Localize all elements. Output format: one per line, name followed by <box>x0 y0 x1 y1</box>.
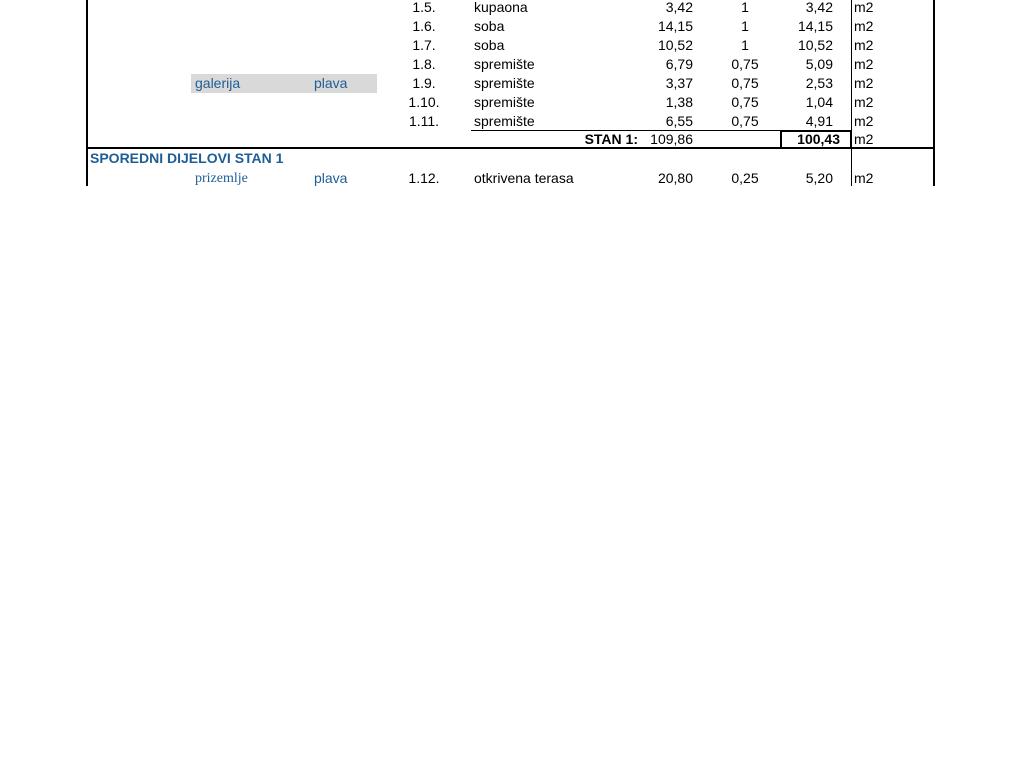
room-name: spremište <box>474 94 535 110</box>
room-name: otkrivena terasa <box>474 170 574 186</box>
total-label: STAN 1: <box>584 131 638 147</box>
room-unit: m2 <box>854 0 874 15</box>
room-coefficient: 1 <box>741 18 749 34</box>
room-number: 1.10. <box>408 94 440 110</box>
room-number: 1.5. <box>412 0 436 15</box>
room-number: 1.8. <box>412 56 436 72</box>
room-name: spremište <box>474 56 535 72</box>
table-row <box>88 55 933 74</box>
room-area: 3,42 <box>665 0 693 15</box>
color-code: plava <box>314 170 348 186</box>
room-result: 14,15 <box>797 18 833 34</box>
room-coefficient: 1 <box>741 0 749 15</box>
room-result: 10,52 <box>797 37 833 53</box>
color-code: plava <box>314 75 348 91</box>
room-unit: m2 <box>854 75 874 91</box>
table-row <box>88 36 933 55</box>
room-area: 20,80 <box>657 170 693 186</box>
total-unit: m2 <box>854 131 874 147</box>
room-result: 4,91 <box>805 113 833 129</box>
table-row <box>88 0 933 17</box>
room-unit: m2 <box>854 37 874 53</box>
table-row <box>88 74 933 93</box>
room-unit: m2 <box>854 94 874 110</box>
table-row <box>88 93 933 112</box>
total-result: 100,43 <box>797 131 840 147</box>
room-name: soba <box>474 37 505 53</box>
room-area: 6,55 <box>665 113 693 129</box>
room-number: 1.9. <box>412 75 436 91</box>
room-coefficient: 0,75 <box>731 75 759 91</box>
room-unit: m2 <box>854 170 874 186</box>
room-name: kupaona <box>474 0 528 15</box>
table-row <box>88 17 933 36</box>
room-name: spremište <box>474 113 535 129</box>
room-result: 2,53 <box>805 75 833 91</box>
room-result: 5,20 <box>805 170 833 186</box>
room-result: 1,04 <box>805 94 833 110</box>
room-area: 10,52 <box>657 37 693 53</box>
room-result: 3,42 <box>805 0 833 15</box>
room-coefficient: 0,75 <box>731 113 759 129</box>
table-row <box>88 112 933 131</box>
floor-level: galerija <box>195 75 241 91</box>
room-area: 3,37 <box>665 75 693 91</box>
room-name: soba <box>474 18 505 34</box>
room-unit: m2 <box>854 18 874 34</box>
total-area: 109,86 <box>650 131 693 147</box>
room-area: 6,79 <box>665 56 693 72</box>
room-result: 5,09 <box>805 56 833 72</box>
room-name: spremište <box>474 75 535 91</box>
room-coefficient: 0,75 <box>731 94 759 110</box>
section-header <box>88 149 933 168</box>
section-title: SPOREDNI DIJELOVI STAN 1 <box>90 150 284 166</box>
table-row <box>88 169 933 188</box>
floor-level: prizemlje <box>195 171 248 186</box>
room-coefficient: 0,75 <box>731 56 759 72</box>
area-table <box>86 0 935 186</box>
room-area: 14,15 <box>657 18 693 34</box>
room-number: 1.6. <box>412 18 436 34</box>
room-number: 1.12. <box>408 170 440 186</box>
room-area: 1,38 <box>665 94 693 110</box>
room-coefficient: 0,25 <box>731 170 759 186</box>
room-number: 1.7. <box>412 37 436 53</box>
room-unit: m2 <box>854 56 874 72</box>
room-unit: m2 <box>854 113 874 129</box>
room-number: 1.11. <box>408 113 440 129</box>
room-coefficient: 1 <box>741 37 749 53</box>
